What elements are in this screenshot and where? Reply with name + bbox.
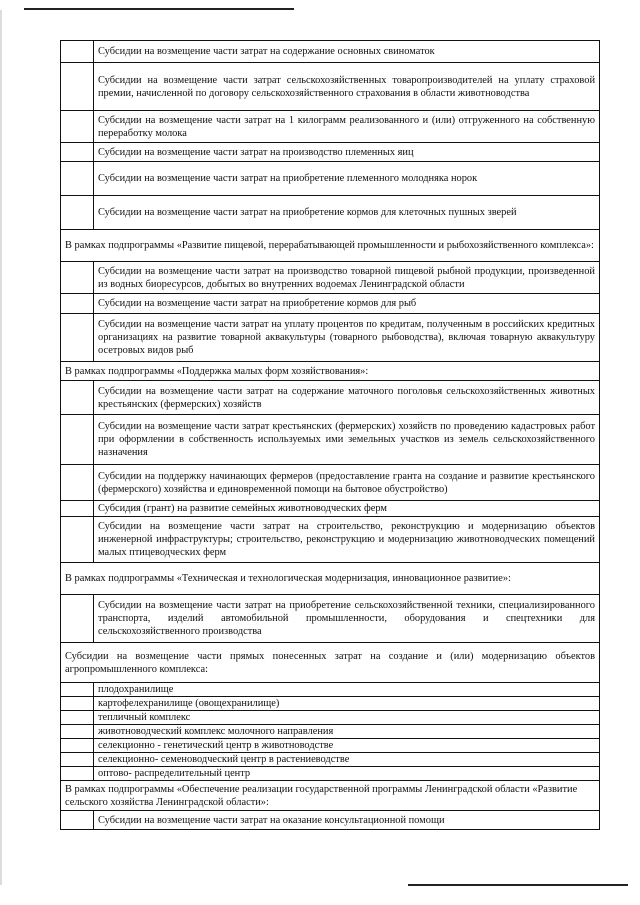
- facility-row: [61, 711, 600, 725]
- subsidy-description: Субсидии на возмещение части затрат на производство племенных яиц: [94, 143, 600, 162]
- facility-name: селекционно - генетический центр в животноводстве: [94, 739, 600, 753]
- row-number-cell: [61, 63, 94, 111]
- subsidy-description: Субсидии на возмещение части затрат на содержание основных свиноматок: [94, 41, 600, 63]
- row-number-cell: [61, 683, 94, 697]
- subsidy-row: [61, 63, 600, 111]
- scan-edge-left: [0, 10, 2, 885]
- subsidy-description: Субсидии на возмещение части затрат на приобретение племенного молодняка норок: [94, 162, 600, 196]
- subsidy-row: [61, 196, 600, 230]
- facility-name: селекционно- семеноводческий центр в растениеводстве: [94, 753, 600, 767]
- group-heading-row: [61, 643, 600, 683]
- row-number-cell: [61, 294, 94, 314]
- subsidy-row: [61, 314, 600, 362]
- row-number-cell: [61, 196, 94, 230]
- subsidy-description: Субсидии на возмещение части затрат сельскохозяйственных товаропроизводителей на уплату страховой премии, начисленной по договору сельскохозяйственного страхования в области животноводства: [94, 63, 600, 111]
- section-heading-text: В рамках подпрограммы «Поддержка малых форм хозяйствования»:: [61, 362, 600, 381]
- row-number-cell: [61, 753, 94, 767]
- subsidy-row: [61, 294, 600, 314]
- scan-edge-top: [24, 8, 294, 10]
- row-number-cell: [61, 41, 94, 63]
- subsidy-description: Субсидии на возмещение части затрат крестьянских (фермерских) хозяйств по проведению кадастровых работ при оформлении в собственность используемых ими земельных участков из земель сельскохозяйственного назначения: [94, 415, 600, 465]
- section-heading-text: В рамках подпрограммы «Обеспечение реализации государственной программы Ленинградской области «Развитие сельского хозяйства Ленинградской области»:: [61, 781, 600, 811]
- facility-row: [61, 683, 600, 697]
- section-heading-row: [61, 781, 600, 811]
- facility-name: оптово- распределительный центр: [94, 767, 600, 781]
- subsidy-description: Субсидии на возмещение части затрат на содержание маточного поголовья сельскохозяйственных животных крестьянских (фермерских) хозяйств: [94, 381, 600, 415]
- group-heading-text: Субсидии на возмещение части прямых понесенных затрат на создание и (или) модернизацию объектов агропромышленного комплекса:: [61, 643, 600, 683]
- subsidy-table: [60, 40, 600, 830]
- subsidy-table-body: [61, 41, 600, 830]
- row-number-cell: [61, 767, 94, 781]
- subsidy-description: Субсидии на возмещение части затрат на 1 килограмм реализованного и (или) отгруженного на собственную переработку молока: [94, 111, 600, 143]
- row-number-cell: [61, 314, 94, 362]
- row-number-cell: [61, 143, 94, 162]
- subsidy-description: Субсидии на возмещение части затрат на приобретение сельскохозяйственной техники, специализированного транспорта, изделий автомобильной промышленности, оборудования и спецтехники для сельскохозяйственного производства: [94, 595, 600, 643]
- subsidy-row: [61, 465, 600, 501]
- subsidy-row: [61, 415, 600, 465]
- subsidy-row: [61, 143, 600, 162]
- facility-name: животноводческий комплекс молочного направления: [94, 725, 600, 739]
- section-heading-text: В рамках подпрограммы «Техническая и технологическая модернизация, инновационное развитие»:: [61, 563, 600, 595]
- subsidy-row: [61, 41, 600, 63]
- subsidy-description: Субсидии на возмещение части затрат на приобретение кормов для клеточных пушных зверей: [94, 196, 600, 230]
- subsidy-row: [61, 595, 600, 643]
- subsidy-row: [61, 162, 600, 196]
- row-number-cell: [61, 465, 94, 501]
- section-heading-row: [61, 230, 600, 262]
- row-number-cell: [61, 501, 94, 517]
- row-number-cell: [61, 595, 94, 643]
- facility-name: тепличный комплекс: [94, 711, 600, 725]
- subsidy-description: Субсидии на возмещение части затрат на оказание консультационной помощи: [94, 811, 600, 830]
- subsidy-description: Субсидии на возмещение части затрат на приобретение кормов для рыб: [94, 294, 600, 314]
- row-number-cell: [61, 517, 94, 563]
- subsidy-description: Субсидии на поддержку начинающих фермеров (предоставление гранта на создание и развитие крестьянского (фермерского) хозяйства и единовременной помощи на бытовое обустройство): [94, 465, 600, 501]
- row-number-cell: [61, 711, 94, 725]
- facility-name: картофелехранилище (овощехранилище): [94, 697, 600, 711]
- facility-row: [61, 767, 600, 781]
- row-number-cell: [61, 162, 94, 196]
- section-heading-row: [61, 563, 600, 595]
- subsidy-description: Субсидии на возмещение части затрат на производство товарной пищевой рыбной продукции, произведенной из водных биоресурсов, добытых во внутренних водоемах Ленинградской области: [94, 262, 600, 294]
- subsidy-row: [61, 811, 600, 830]
- row-number-cell: [61, 415, 94, 465]
- section-heading-row: [61, 362, 600, 381]
- scan-edge-bottom: [408, 884, 628, 886]
- row-number-cell: [61, 739, 94, 753]
- row-number-cell: [61, 697, 94, 711]
- section-heading-text: В рамках подпрограммы «Развитие пищевой, перерабатывающей промышленности и рыбохозяйственного комплекса»:: [61, 230, 600, 262]
- facility-row: [61, 753, 600, 767]
- subsidy-description: Субсидии на возмещение части затрат на уплату процентов по кредитам, полученным в российских кредитных организациях на развитие товарной аквакультуры (товарного рыбоводства), включая товарную аквакультуру осетровых видов рыб: [94, 314, 600, 362]
- subsidy-row: [61, 381, 600, 415]
- subsidy-row: [61, 262, 600, 294]
- subsidy-description: Субсидия (грант) на развитие семейных животноводческих ферм: [94, 501, 600, 517]
- facility-row: [61, 697, 600, 711]
- subsidy-description: Субсидии на возмещение части затрат на строительство, реконструкцию и модернизацию объектов инженерной инфраструктуры; строительство, реконструкцию и модернизацию животноводческих помещений малых птицеводческих ферм: [94, 517, 600, 563]
- facility-row: [61, 725, 600, 739]
- row-number-cell: [61, 111, 94, 143]
- row-number-cell: [61, 381, 94, 415]
- row-number-cell: [61, 811, 94, 830]
- subsidy-row: [61, 517, 600, 563]
- row-number-cell: [61, 262, 94, 294]
- facility-name: плодохранилище: [94, 683, 600, 697]
- facility-row: [61, 739, 600, 753]
- subsidy-row: [61, 501, 600, 517]
- subsidy-row: [61, 111, 600, 143]
- row-number-cell: [61, 725, 94, 739]
